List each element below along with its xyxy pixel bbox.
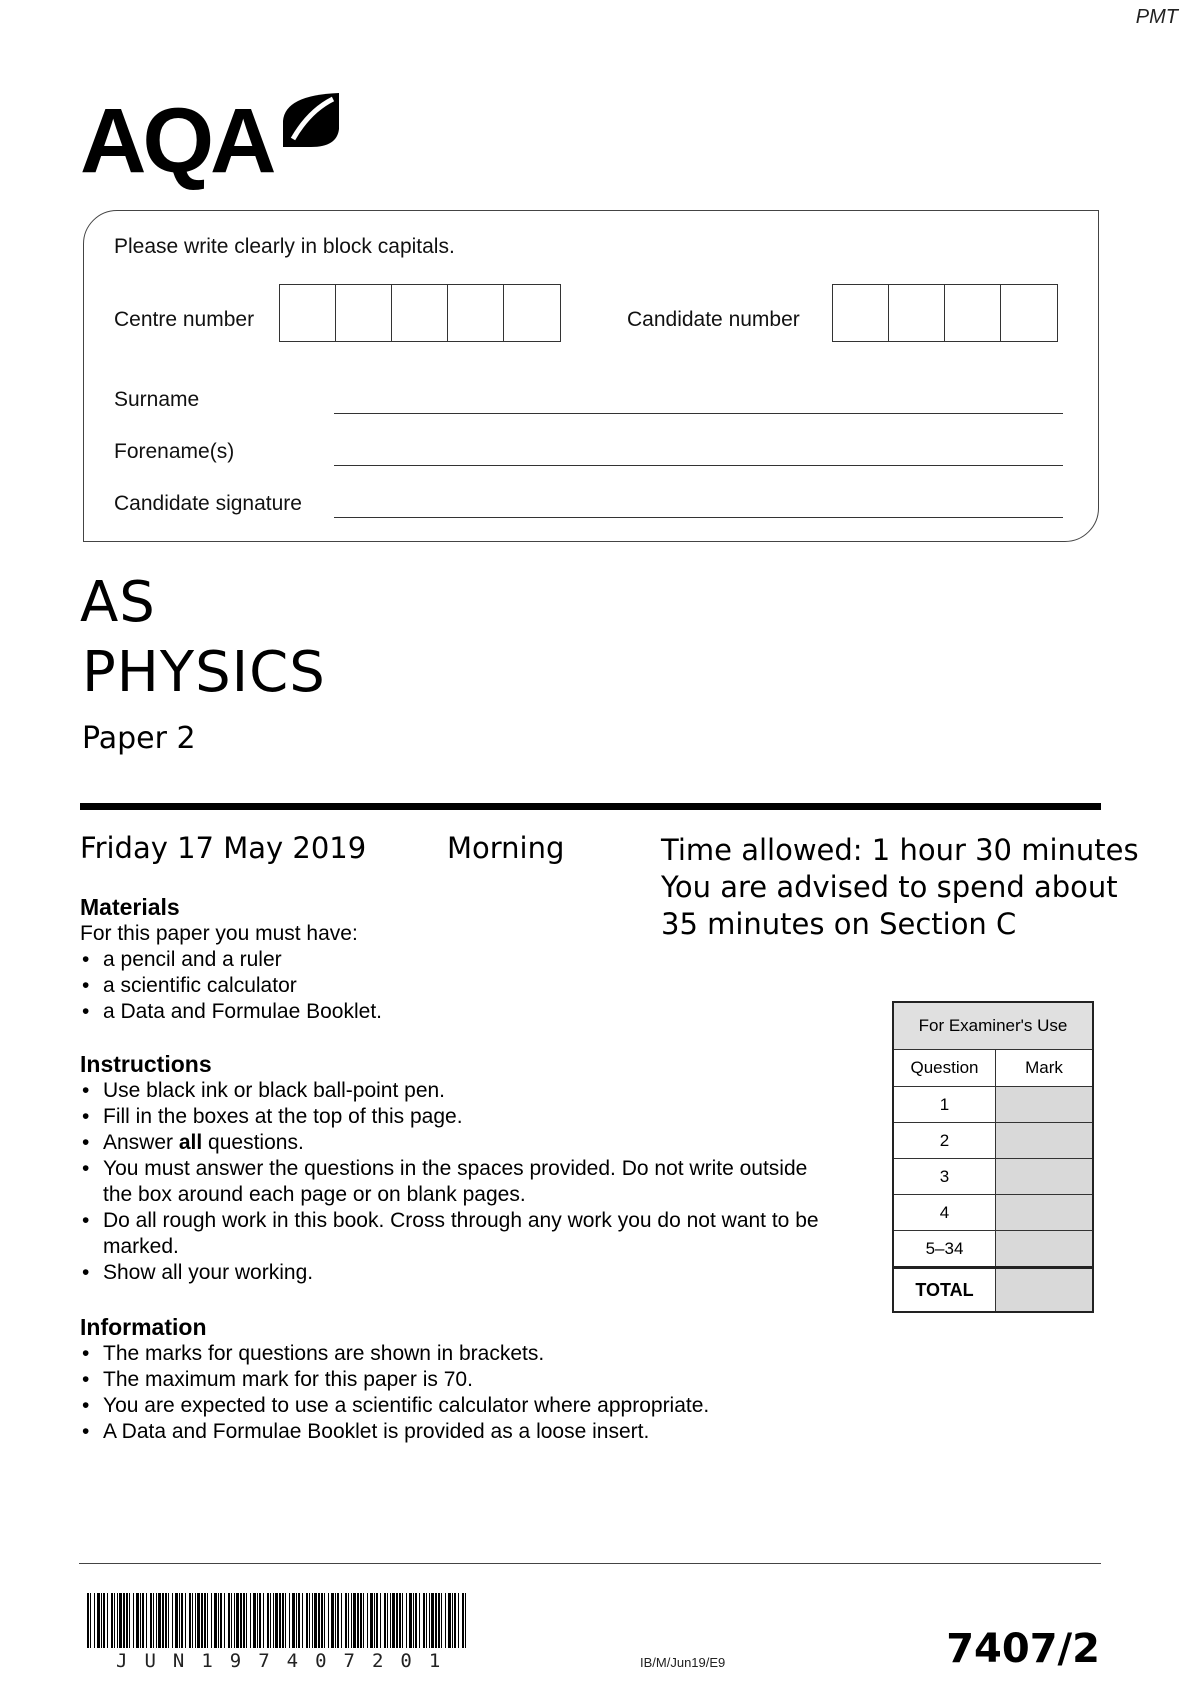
centre-digit-box[interactable] [280, 285, 336, 341]
time-line: Time allowed: 1 hour 30 minutes [661, 833, 1139, 867]
paper-reference: IB/M/Jun19/E9 [640, 1655, 726, 1670]
mark-column-header: Mark [996, 1050, 1094, 1087]
time-line: 35 minutes on Section C [661, 907, 1017, 941]
centre-digit-box[interactable] [336, 285, 392, 341]
examiner-use-table [892, 1001, 1094, 1313]
candidate-number-label: Candidate number [627, 308, 800, 331]
question-number: 3 [893, 1159, 996, 1195]
time-line: You are advised to spend about [661, 870, 1118, 904]
question-number: 1 [893, 1087, 996, 1123]
instruction-text: Answer [103, 1131, 179, 1154]
footer-divider [79, 1563, 1101, 1564]
mark-cell [996, 1231, 1094, 1268]
exam-date: Friday 17 May 2019 [80, 831, 367, 865]
instructions-item: • Do all rough work in this book. Cross through any work you do not want to be marked. [80, 1208, 820, 1260]
forenames-label: Forename(s) [114, 440, 235, 463]
surname-label: Surname [114, 388, 200, 411]
exam-session: Morning [447, 831, 565, 865]
information-item: • The marks for questions are shown in brackets. [80, 1341, 880, 1367]
instructions-item-answer-all [80, 1130, 820, 1156]
header-divider [80, 803, 1101, 810]
question-number: 5–34 [893, 1231, 996, 1268]
instructions-item: • Show all your working. [80, 1260, 820, 1286]
question-column-header: Question [893, 1050, 996, 1087]
information-item: • A Data and Formulae Booklet is provided as a loose insert. [80, 1419, 880, 1445]
mark-cell [996, 1159, 1094, 1195]
materials-item: • a scientific calculator [80, 973, 780, 999]
candidate-digit-box[interactable] [833, 285, 889, 341]
total-mark-cell [996, 1268, 1094, 1313]
candidate-digit-box[interactable] [1001, 285, 1057, 341]
centre-digit-box[interactable] [448, 285, 504, 341]
total-label: TOTAL [893, 1268, 996, 1313]
barcode-number: JUN197407201 [116, 1650, 458, 1672]
information-item: • The maximum mark for this paper is 70. [80, 1367, 880, 1393]
materials-section [80, 894, 780, 1025]
materials-heading: Materials [80, 894, 180, 920]
level-title: AS [80, 570, 156, 635]
instruction-text: questions. [202, 1131, 304, 1154]
centre-digit-box[interactable] [392, 285, 448, 341]
materials-item: • a pencil and a ruler [80, 947, 780, 973]
signature-line[interactable] [334, 517, 1063, 518]
instruction-emphasis: all [178, 1131, 203, 1154]
instructions-item: • You must answer the questions in the spaces provided. Do not write outside the box around each page or on blank pages. [80, 1156, 820, 1208]
paper-number: Paper 2 [82, 721, 196, 756]
block-capitals-instruction: Please write clearly in block capitals. [114, 235, 455, 258]
centre-number-label: Centre number [114, 308, 255, 331]
centre-digit-box[interactable] [504, 285, 560, 341]
information-heading: Information [80, 1314, 207, 1340]
instructions-section [80, 1051, 820, 1286]
candidate-number-boxes[interactable] [832, 284, 1058, 342]
corner-mark: PMT [1135, 6, 1178, 28]
information-item: • You are expected to use a scientific calculator where appropriate. [80, 1393, 880, 1419]
barcode-icon [87, 1593, 469, 1648]
instructions-item: • Fill in the boxes at the top of this page. [80, 1104, 820, 1130]
instructions-heading: Instructions [80, 1051, 212, 1077]
paper-code: 7407/2 [946, 1626, 1100, 1672]
surname-line[interactable] [334, 413, 1063, 414]
signature-label: Candidate signature [114, 492, 302, 515]
materials-intro: For this paper you must have: [80, 922, 358, 945]
mark-cell [996, 1087, 1094, 1123]
question-number: 4 [893, 1195, 996, 1231]
forenames-line[interactable] [334, 465, 1063, 466]
candidate-digit-box[interactable] [945, 285, 1001, 341]
candidate-digit-box[interactable] [889, 285, 945, 341]
mark-cell [996, 1123, 1094, 1159]
question-number: 2 [893, 1123, 996, 1159]
leaf-logo-icon [281, 91, 341, 149]
aqa-logo: AQA [80, 90, 273, 192]
information-section [80, 1314, 880, 1445]
subject-title: PHYSICS [82, 640, 326, 705]
centre-number-boxes[interactable] [279, 284, 561, 342]
mark-cell [996, 1195, 1094, 1231]
materials-item: • a Data and Formulae Booklet. [80, 999, 780, 1025]
examiner-table-title: For Examiner's Use [893, 1002, 1093, 1050]
instructions-item: • Use black ink or black ball-point pen. [80, 1078, 820, 1104]
